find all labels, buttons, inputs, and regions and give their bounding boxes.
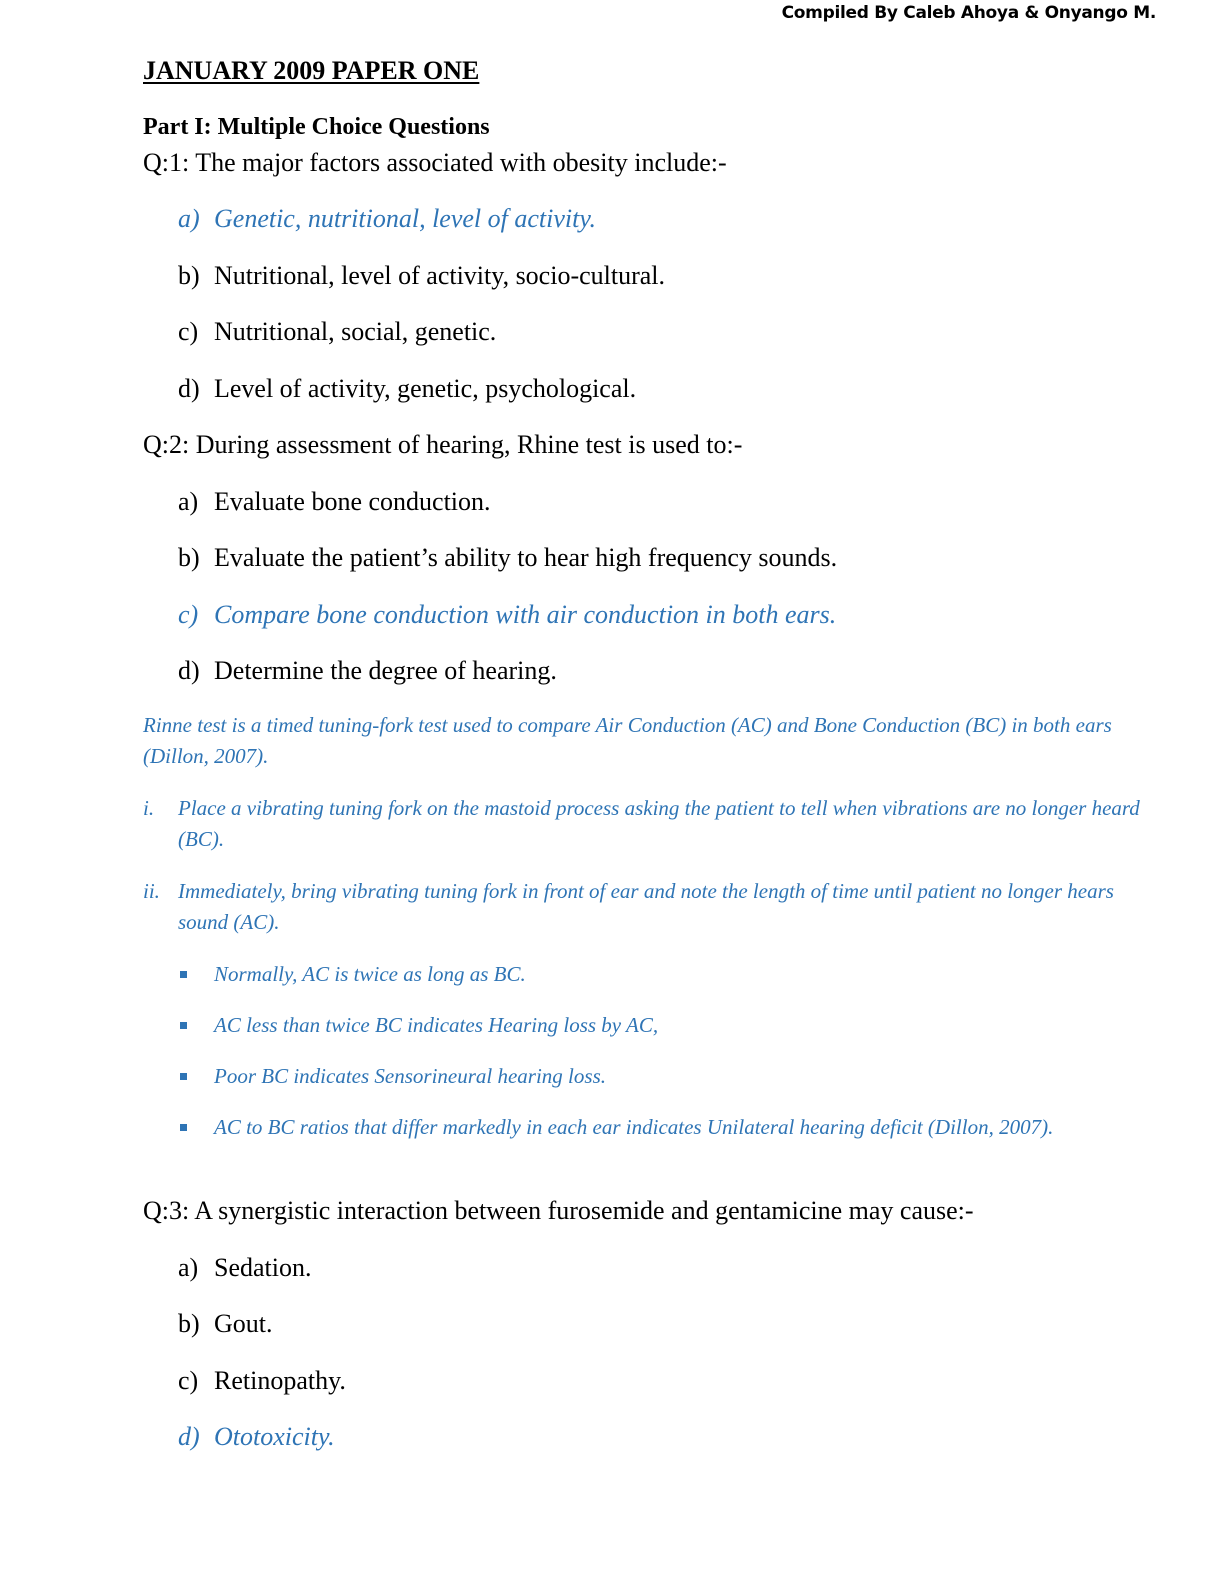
- option-letter: c): [178, 1366, 199, 1395]
- part-heading: Part I: Multiple Choice Questions: [143, 114, 490, 140]
- option-text: Nutritional, social, genetic.: [214, 317, 497, 346]
- option-text: Retinopathy.: [214, 1366, 346, 1395]
- step-text: Place a vibrating tuning fork on the mastoid process asking the patient to tell when vibrations are no longer heard (BC).: [178, 796, 1140, 851]
- option-letter: b): [178, 543, 200, 572]
- option-text: Gout.: [214, 1309, 273, 1338]
- paper-title: JANUARY 2009 PAPER ONE: [143, 56, 480, 85]
- q2-option-d: [178, 656, 557, 686]
- q2-option-a: [178, 487, 491, 517]
- option-letter: c): [178, 317, 199, 346]
- q3-option-b: [178, 1309, 273, 1339]
- step-number: ii.: [143, 879, 160, 903]
- option-text: Evaluate the patient’s ability to hear high frequency sounds.: [214, 543, 838, 572]
- step-number: i.: [143, 796, 155, 820]
- q3-option-c: [178, 1366, 346, 1396]
- option-letter: d): [178, 656, 200, 685]
- q2-option-c: [178, 600, 836, 630]
- option-letter: a): [178, 487, 199, 516]
- rinne-bullet-4: [178, 1112, 1128, 1143]
- q1-option-d: [178, 374, 636, 404]
- page-header: Compiled By Caleb Ahoya & Onyango M.: [781, 3, 1156, 23]
- option-text: Genetic, nutritional, level of activity.: [214, 204, 596, 233]
- rinne-bullet-1: [178, 959, 1128, 990]
- option-text: Ototoxicity.: [214, 1422, 335, 1451]
- square-bullet-icon: [180, 1022, 187, 1029]
- option-text: Sedation.: [214, 1253, 312, 1282]
- q3-option-d: [178, 1422, 335, 1452]
- option-text: Nutritional, level of activity, socio-cultural.: [214, 261, 666, 290]
- bullet-text: Normally, AC is twice as long as BC.: [214, 962, 526, 986]
- square-bullet-icon: [180, 1124, 187, 1131]
- option-letter: c): [178, 600, 199, 629]
- bullet-text: AC to BC ratios that differ markedly in each ear indicates Unilateral hearing deficit (Dillon, 2007).: [214, 1115, 1054, 1139]
- option-letter: a): [178, 1253, 199, 1282]
- q1-option-b: [178, 261, 665, 291]
- question-2: Q:2: During assessment of hearing, Rhine test is used to:-: [143, 430, 743, 459]
- option-text: Determine the degree of hearing.: [214, 656, 557, 685]
- rinne-step-2: [143, 876, 1153, 938]
- rinne-bullet-3: [178, 1061, 1128, 1092]
- rinne-bullet-2: [178, 1010, 1128, 1041]
- q1-option-a: [178, 204, 596, 234]
- rinne-explanation: Rinne test is a timed tuning-fork test used to compare Air Conduction (AC) and Bone Conduction (BC) in both ears (Dillon, 2007).: [143, 713, 1112, 768]
- square-bullet-icon: [180, 1073, 187, 1080]
- bullet-text: Poor BC indicates Sensorineural hearing loss.: [214, 1064, 606, 1088]
- rinne-step-1: [143, 793, 1153, 855]
- square-bullet-icon: [180, 971, 187, 978]
- option-text: Compare bone conduction with air conduction in both ears.: [214, 600, 837, 629]
- option-letter: b): [178, 1309, 200, 1338]
- question-3: Q:3: A synergistic interaction between furosemide and gentamicine may cause:-: [143, 1196, 974, 1225]
- bullet-text: AC less than twice BC indicates Hearing loss by AC,: [214, 1013, 659, 1037]
- option-letter: d): [178, 374, 200, 403]
- q3-option-a: [178, 1253, 312, 1283]
- question-1: Q:1: The major factors associated with obesity include:-: [143, 148, 727, 177]
- option-letter: a): [178, 204, 200, 233]
- q1-option-c: [178, 317, 496, 347]
- option-letter: d): [178, 1422, 200, 1451]
- option-text: Evaluate bone conduction.: [214, 487, 491, 516]
- option-letter: b): [178, 261, 200, 290]
- q2-option-b: [178, 543, 837, 573]
- step-text: Immediately, bring vibrating tuning fork in front of ear and note the length of time until patient no longer hears sound (AC).: [178, 879, 1114, 934]
- option-text: Level of activity, genetic, psychological.: [214, 374, 637, 403]
